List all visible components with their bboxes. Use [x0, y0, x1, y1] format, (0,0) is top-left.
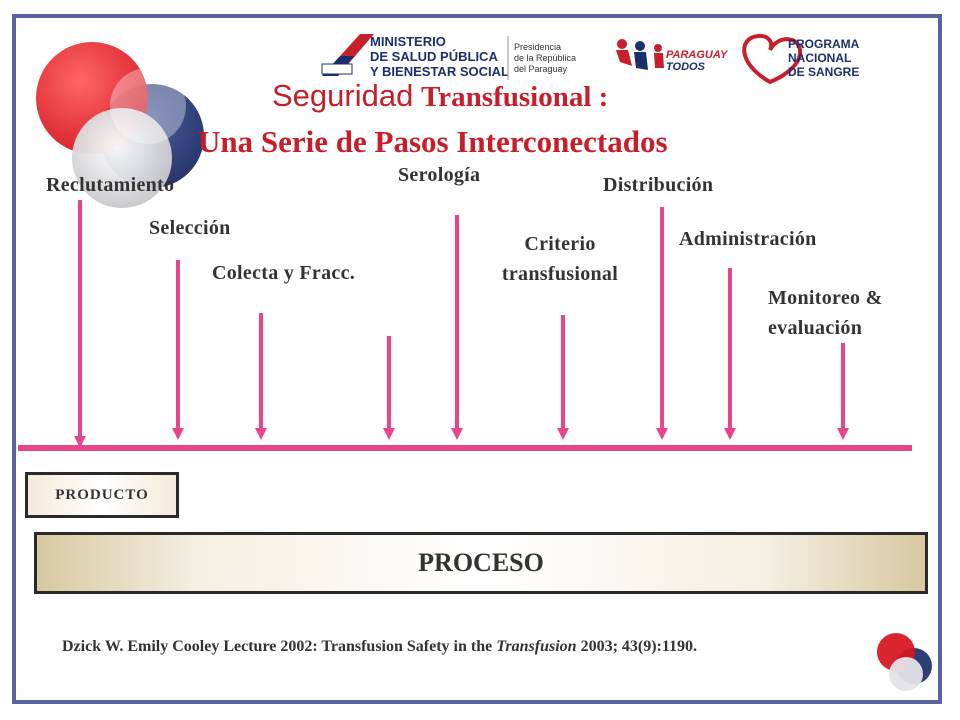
programa-line1: PROGRAMA: [788, 37, 860, 51]
title-seguridad: Seguridad: [272, 78, 414, 113]
ministerio-line1: MINISTERIO: [370, 34, 446, 49]
presidencia-line1: Presidencia: [514, 42, 562, 52]
title-transfusional: Transfusional :: [421, 81, 609, 113]
todos-text: TODOS: [666, 61, 705, 73]
programa-line2: NACIONAL: [788, 51, 852, 65]
step-criterio: [478, 229, 642, 289]
step-serologia: Serología: [398, 164, 481, 186]
step-monitoreo-line2: evaluación: [768, 317, 863, 339]
citation: [62, 638, 697, 662]
step-colecta: Colecta y Fracc.: [212, 262, 356, 284]
proceso-box: PROCESO: [34, 532, 928, 594]
citation-text: Dzick W. Emily Cooley Lecture 2002: Transfusion Safety in the: [62, 638, 493, 655]
step-criterio-line1: Criterio: [524, 233, 596, 255]
paraguay-text: PARAGUAY: [666, 49, 728, 61]
paraguay-todos-figures-icon: [616, 39, 664, 70]
decorative-small-circles: [874, 628, 938, 692]
presidencia-line2: de la República: [514, 53, 577, 63]
citation-ref: 2003; 43(9):1190.: [580, 638, 697, 655]
citation-journal: Transfusion: [496, 638, 577, 655]
ministerio-emblem-icon: [322, 34, 374, 76]
presidencia-line3: del Paraguay: [514, 64, 568, 74]
step-reclutamiento: Reclutamiento: [46, 174, 175, 196]
step-criterio-line2: transfusional: [501, 263, 619, 285]
ministerio-line3: Y BIENESTAR SOCIAL: [370, 64, 509, 79]
title-line1: [272, 78, 608, 118]
step-monitoreo-line1: Monitoreo &: [768, 287, 883, 309]
programa-line3: DE SANGRE: [788, 65, 860, 79]
step-seleccion: Selección: [149, 217, 231, 239]
step-administracion: Administración: [679, 228, 817, 250]
title-line2: Una Serie de Pasos Interconectados: [198, 124, 668, 159]
producto-box: PRODUCTO: [25, 472, 179, 518]
step-distribucion: Distribución: [603, 174, 714, 196]
step-monitoreo: [768, 283, 883, 343]
ministerio-line2: DE SALUD PÚBLICA: [370, 49, 498, 64]
